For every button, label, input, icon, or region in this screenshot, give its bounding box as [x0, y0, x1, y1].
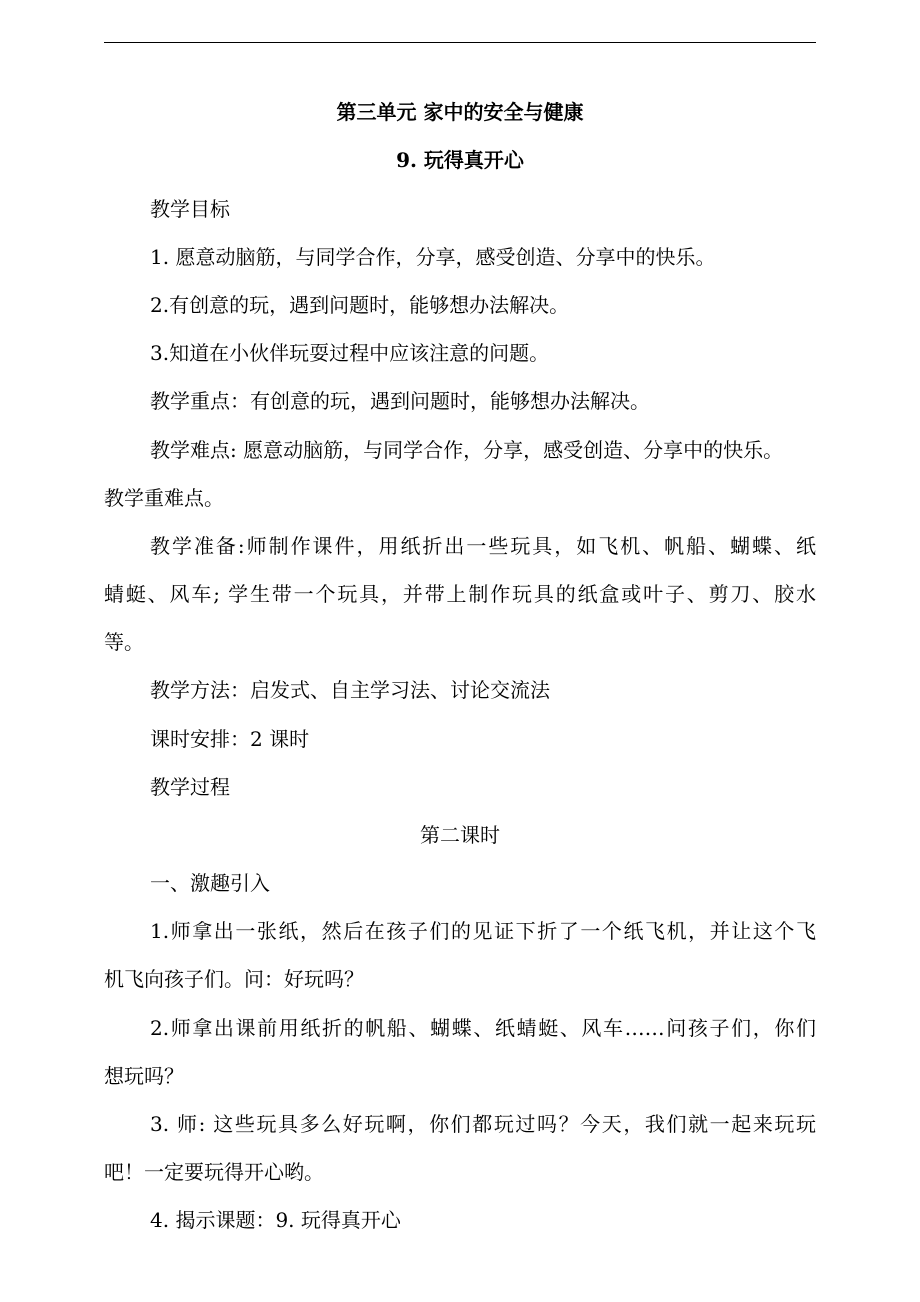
prep-line-3: 等。 [104, 630, 144, 654]
key-point: 教学重点：有创意的玩，遇到问题时，能够想办法解决。 [150, 389, 650, 413]
objective-2: 2.有创意的玩，遇到问题时，能够想办法解决。 [150, 293, 570, 317]
difficulty-line-2: 教学重难点。 [104, 486, 224, 510]
difficulty-line-1: 教学难点: 愿意动脑筋，与同学合作，分享，感受创造、分享中的快乐。 [150, 438, 784, 462]
step-2-line-2: 想玩吗？ [104, 1064, 184, 1088]
step-4: 4. 揭示课题：9. 玩得真开心 [150, 1208, 401, 1232]
unit-title: 第三单元 家中的安全与健康 [336, 100, 584, 124]
class-schedule: 课时安排：2 课时 [150, 727, 310, 751]
step-3-line-1: 3. 师: 这些玩具多么好玩啊，你们都玩过吗？今天，我们就一起来玩玩 [150, 1112, 816, 1136]
objective-3: 3.知道在小伙伴玩耍过程中应该注意的问题。 [150, 341, 550, 365]
lesson-title: 9. 玩得真开心 [396, 148, 524, 172]
step-2-line-1: 2.师拿出课前用纸折的帆船、蝴蝶、纸蜻蜓、风车……问孩子们，你们 [150, 1016, 816, 1040]
teaching-methods: 教学方法：启发式、自主学习法、讨论交流法 [150, 678, 550, 702]
prep-line-2: 蜻蜓、风车; 学生带一个玩具，并带上制作玩具的纸盒或叶子、剪刀、胶水 [104, 582, 816, 606]
objectives-heading: 教学目标 [150, 197, 230, 221]
section-heading: 一、激趣引入 [150, 871, 270, 895]
process-heading: 教学过程 [150, 775, 230, 799]
step-3-line-2: 吧！一定要玩得开心哟。 [104, 1160, 324, 1184]
step-1-line-2: 机飞向孩子们。问：好玩吗？ [104, 967, 364, 991]
header-rule [104, 42, 816, 43]
objective-1: 1. 愿意动脑筋，与同学合作，分享，感受创造、分享中的快乐。 [150, 245, 716, 269]
step-1-line-1: 1.师拿出一张纸，然后在孩子们的见证下折了一个纸飞机，并让这个飞 [150, 919, 816, 943]
session-title: 第二课时 [420, 823, 500, 847]
prep-line-1: 教学准备:师制作课件，用纸折出一些玩具，如飞机、帆船、蝴蝶、纸 [150, 534, 816, 558]
